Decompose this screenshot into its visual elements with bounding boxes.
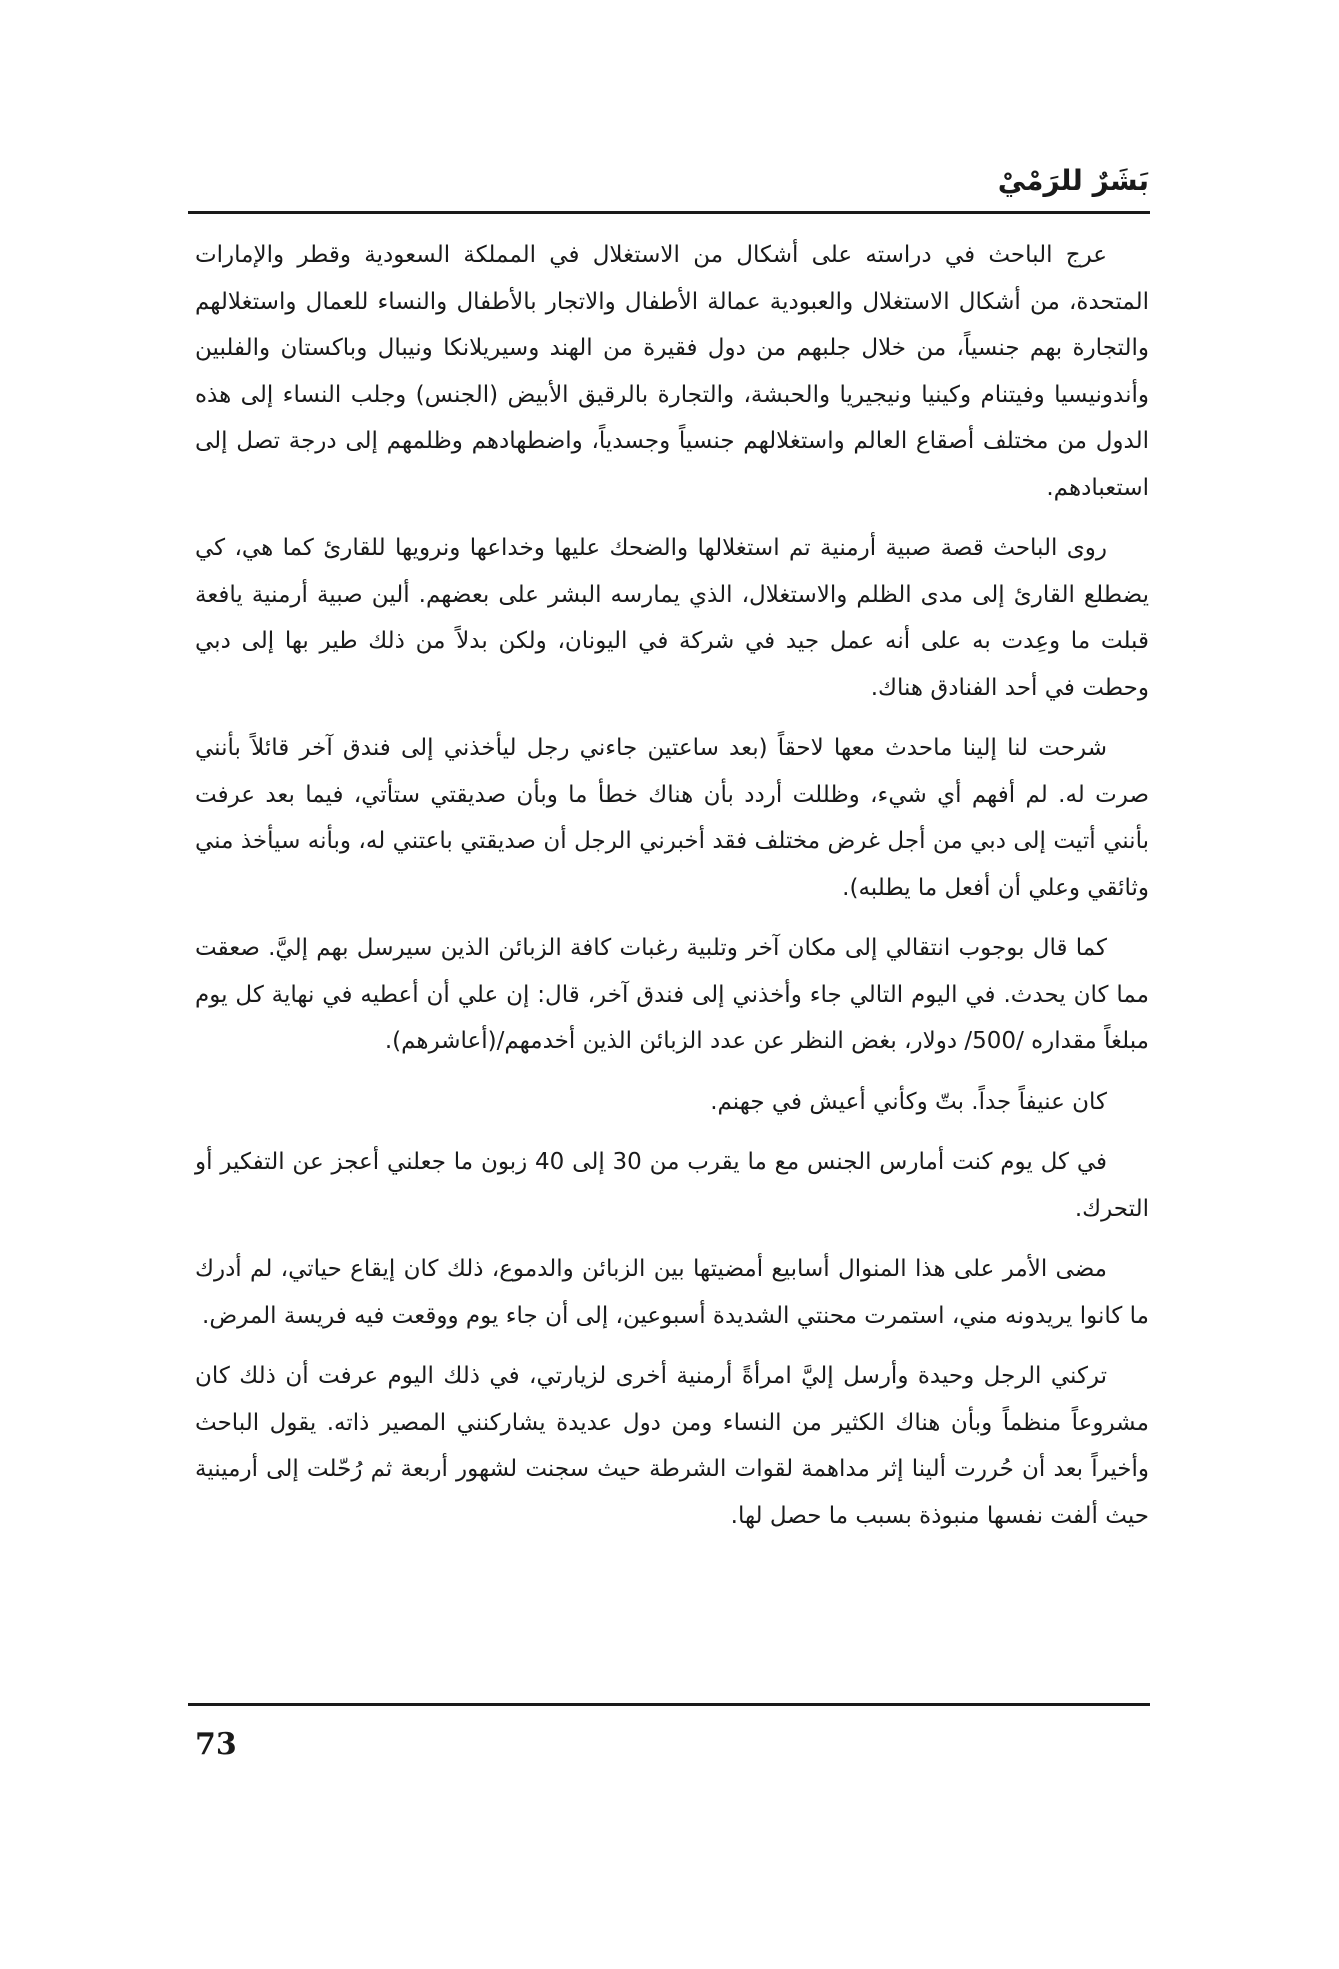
footer-rule bbox=[188, 1703, 1150, 1706]
body-text bbox=[195, 232, 1149, 1553]
header-rule bbox=[188, 211, 1150, 214]
paragraph: كان عنيفاً جداً. بتّ وكأني أعيش في جهنم. bbox=[710, 1088, 1107, 1115]
running-head: بَشَرٌ للرَمْيْ bbox=[997, 164, 1149, 197]
paragraph: شرحت لنا إلينا ماحدث معها لاحقاً (بعد ساعتين جاءني رجل ليأخذني إلى فندق آخر قائلاً بأنني صرت له. لم أفهم أي شيء، وظللت أردد بأن هناك خطأ ما وبأن صديقتي ستأتي، فيما بعد عرفت بأنني أتيت إلى دبي من أجل غرض مختلف فقد أخبرني الرجل أن صديقتي باعتني له، وبأنه سيأخذ مني وثائقي وعلي أن أفعل ما يطلبه). bbox=[195, 735, 1149, 901]
paragraph: في كل يوم كنت أمارس الجنس مع ما يقرب من 30 إلى 40 زبون ما جعلني أعجز عن التفكير أو التحرك. bbox=[195, 1149, 1149, 1222]
paragraph: مضى الأمر على هذا المنوال أسابيع أمضيتها بين الزبائن والدموع، ذلك كان إيقاع حياتي، لم أدرك ما كانوا يريدونه مني، استمرت محنتي الشديدة أسبوعين، إلى أن جاء يوم ووقعت فيه فريسة المرض. bbox=[195, 1256, 1149, 1329]
paragraph: تركني الرجل وحيدة وأرسل إليَّ امرأةً أرمنية أخرى لزيارتي، في ذلك اليوم عرفت أن ذلك كان مشروعاً منظماً وبأن هناك الكثير من النساء ومن دول عديدة يشاركنني المصير ذاته. يقول الباحث وأخيراً بعد أن حُررت ألينا إثر مداهمة لقوات الشرطة حيث سجنت لشهور أربعة ثم رُحّلت إلى أرمينية حيث ألفت نفسها منبوذة بسبب ما حصل لها. bbox=[195, 1363, 1149, 1529]
paragraph: روى الباحث قصة صبية أرمنية تم استغلالها والضحك عليها وخداعها ونرويها للقارئ كما هي، كي يضطلع القارئ إلى مدى الظلم والاستغلال، الذي يمارسه البشر على بعضهم. ألين صبية أرمنية يافعة قبلت ما وعِدت به على أنه عمل جيد في شركة في اليونان، ولكن بدلاً من ذلك طير بها إلى دبي وحطت في أحد الفنادق هناك. bbox=[195, 535, 1149, 701]
paragraph: عرج الباحث في دراسته على أشكال من الاستغلال في المملكة السعودية وقطر والإمارات المتحدة، من أشكال الاستغلال والعبودية عمالة الأطفال والاتجار بالأطفال والنساء للعمال واستغلالهم والتجارة بهم جنسياً، من خلال جلبهم من دول فقيرة من الهند وسيريلانكا ونيبال وباكستان والفلبين وأندونيسيا وفيتنام وكينيا ونيجيريا والحبشة، والتجارة بالرقيق الأبيض (الجنس) وجلب النساء إلى هذه الدول من مختلف أصقاع العالم واستغلالهم جنسياً وجسدياً، واضطهادهم وظلمهم إلى درجة تصل إلى استعبادهم. bbox=[195, 242, 1149, 501]
paragraph: كما قال بوجوب انتقالي إلى مكان آخر وتلبية رغبات كافة الزبائن الذين سيرسل بهم إليَّ. صعقت مما كان يحدث. في اليوم التالي جاء وأخذني إلى فندق آخر، قال: إن علي أن أعطيه في نهاية كل يوم مبلغاً مقداره /500/ دولار، بغض النظر عن عدد الزبائن الذين أخدمهم/(أعاشرهم). bbox=[195, 935, 1149, 1054]
page-number: 73 bbox=[195, 1727, 237, 1762]
